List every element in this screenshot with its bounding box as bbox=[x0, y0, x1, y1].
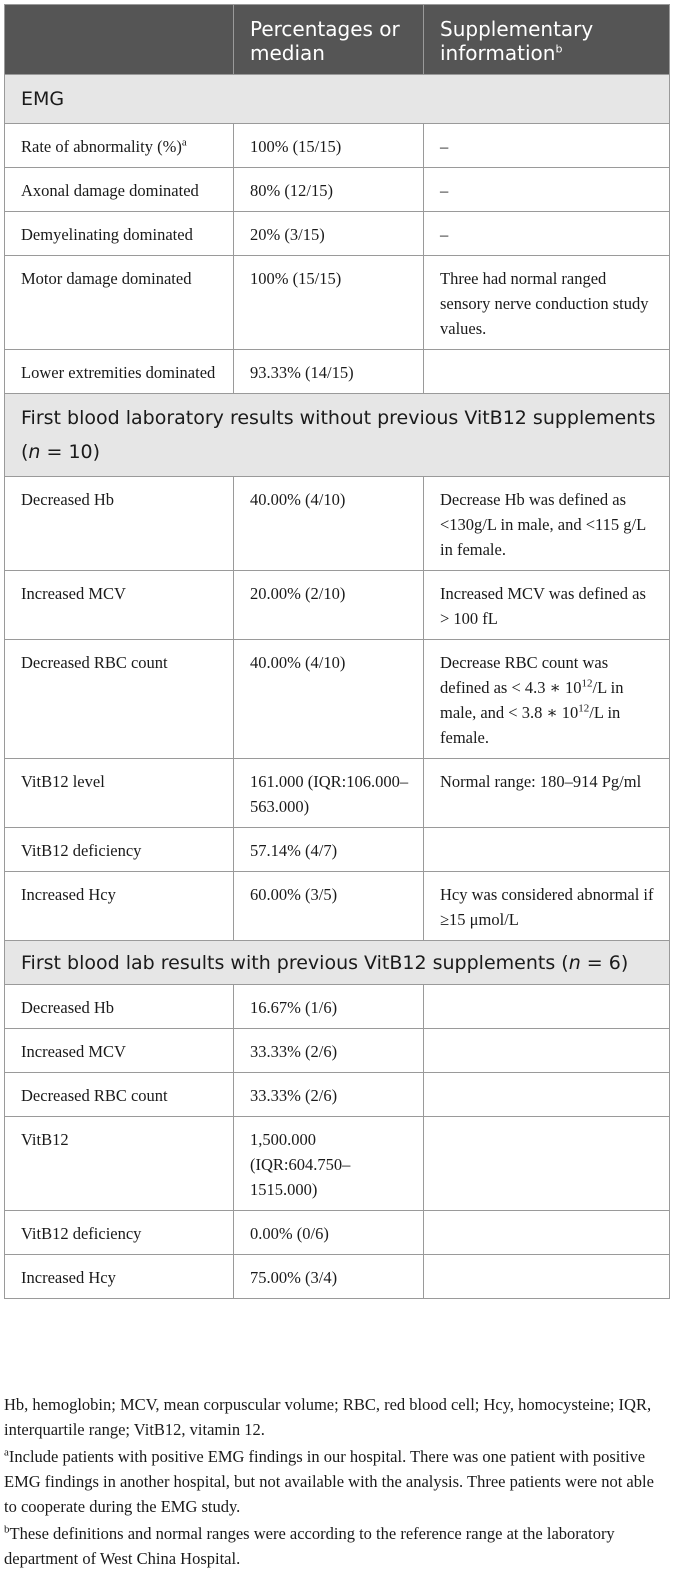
table-footnotes bbox=[4, 1392, 670, 1573]
section-title: EMG bbox=[5, 75, 670, 124]
row-info bbox=[424, 1211, 670, 1255]
section-row-with-supplements bbox=[5, 941, 670, 985]
row-info bbox=[424, 1255, 670, 1299]
header-percentages: Percentages or median bbox=[234, 5, 424, 75]
table-row bbox=[5, 872, 670, 941]
row-label: VitB12 deficiency bbox=[5, 1211, 234, 1255]
row-label: Decreased Hb bbox=[5, 985, 234, 1029]
row-label: Increased Hcy bbox=[5, 1255, 234, 1299]
row-value: 40.00% (4/10) bbox=[234, 640, 424, 759]
row-label: Lower extremities dominated bbox=[5, 350, 234, 394]
row-label: VitB12 bbox=[5, 1117, 234, 1211]
section-row-without-supplements bbox=[5, 394, 670, 477]
header-blank-cell bbox=[5, 5, 234, 75]
table-row bbox=[5, 640, 670, 759]
row-value: 100% (15/15) bbox=[234, 256, 424, 350]
table-row bbox=[5, 1029, 670, 1073]
row-info: – bbox=[424, 124, 670, 168]
row-label: Decreased RBC count bbox=[5, 640, 234, 759]
row-info: Decrease RBC count was defined as < 4.3 ∗ $10^{12}/L$ in male, and < 3.8 ∗ $10^{12}/L$ in female. bbox=[424, 640, 670, 759]
row-info bbox=[424, 985, 670, 1029]
section-title: First blood lab results with previous VitB12 supplements (n = 6) bbox=[5, 941, 670, 985]
row-value: 60.00% (3/5) bbox=[234, 872, 424, 941]
row-value: 80% (12/15) bbox=[234, 168, 424, 212]
section-row-emg bbox=[5, 75, 670, 124]
row-info: Normal range: 180–914 Pg/ml bbox=[424, 759, 670, 828]
table-row bbox=[5, 256, 670, 350]
table-row bbox=[5, 350, 670, 394]
row-info: Three had normal ranged sensory nerve conduction study values. bbox=[424, 256, 670, 350]
row-info: Increased MCV was defined as > 100 fL bbox=[424, 571, 670, 640]
table-row bbox=[5, 477, 670, 571]
row-value: 20.00% (2/10) bbox=[234, 571, 424, 640]
row-label: VitB12 deficiency bbox=[5, 828, 234, 872]
row-value: 0.00% (0/6) bbox=[234, 1211, 424, 1255]
row-label: Demyelinating dominated bbox=[5, 212, 234, 256]
table-header-row bbox=[5, 5, 670, 75]
row-info: Hcy was considered abnormal if ≥15 μmol/L bbox=[424, 872, 670, 941]
table-row bbox=[5, 1211, 670, 1255]
row-info bbox=[424, 1117, 670, 1211]
row-label: Decreased Hb bbox=[5, 477, 234, 571]
row-info bbox=[424, 828, 670, 872]
table-row bbox=[5, 168, 670, 212]
results-table bbox=[4, 4, 670, 1299]
row-label: Increased MCV bbox=[5, 571, 234, 640]
footnote-a: $^a$Include patients with positive EMG findings in our hospital. There was one patient with positive EMG findings in another hospital, but not available with the analysis. Three patients were not able to cooperate during the EMG study. bbox=[4, 1446, 654, 1516]
row-value: 33.33% (2/6) bbox=[234, 1073, 424, 1117]
header-supplementary: Supplementary information$^b$ bbox=[424, 5, 670, 75]
row-label: Motor damage dominated bbox=[5, 256, 234, 350]
section-title: First blood laboratory results without previous VitB12 supplements (n = 10) bbox=[5, 394, 670, 477]
row-value: 100% (15/15) bbox=[234, 124, 424, 168]
row-info bbox=[424, 1073, 670, 1117]
row-label: VitB12 level bbox=[5, 759, 234, 828]
row-value: 75.00% (3/4) bbox=[234, 1255, 424, 1299]
row-value: 161.000 (IQR:106.000–563.000) bbox=[234, 759, 424, 828]
table-row bbox=[5, 1073, 670, 1117]
row-value: 16.67% (1/6) bbox=[234, 985, 424, 1029]
row-info bbox=[424, 350, 670, 394]
row-label: Increased Hcy bbox=[5, 872, 234, 941]
row-info: – bbox=[424, 212, 670, 256]
footnote-abbreviations: Hb, hemoglobin; MCV, mean corpuscular volume; RBC, red blood cell; Hcy, homocysteine; IQR, interquartile range; VitB12, vitamin 12. bbox=[4, 1395, 652, 1439]
row-label: Decreased RBC count bbox=[5, 1073, 234, 1117]
row-value: 40.00% (4/10) bbox=[234, 477, 424, 571]
row-info: – bbox=[424, 168, 670, 212]
table-row bbox=[5, 571, 670, 640]
row-info bbox=[424, 1029, 670, 1073]
table-row bbox=[5, 759, 670, 828]
table-row bbox=[5, 985, 670, 1029]
table-row bbox=[5, 1117, 670, 1211]
row-value: 1,500.000 (IQR:604.750–1515.000) bbox=[234, 1117, 424, 1211]
footnote-b: $^b$These definitions and normal ranges were according to the reference range at the laboratory department of West China Hospital. bbox=[4, 1523, 615, 1568]
row-value: 20% (3/15) bbox=[234, 212, 424, 256]
row-label: Increased MCV bbox=[5, 1029, 234, 1073]
table-row bbox=[5, 212, 670, 256]
table-container bbox=[4, 4, 669, 1299]
row-label: Rate of abnormality (%)$^a$ bbox=[5, 124, 234, 168]
row-label: Axonal damage dominated bbox=[5, 168, 234, 212]
row-value: 57.14% (4/7) bbox=[234, 828, 424, 872]
row-value: 93.33% (14/15) bbox=[234, 350, 424, 394]
row-value: 33.33% (2/6) bbox=[234, 1029, 424, 1073]
table-row bbox=[5, 124, 670, 168]
table-row bbox=[5, 828, 670, 872]
table-row bbox=[5, 1255, 670, 1299]
row-info: Decrease Hb was defined as <130g/L in male, and <115 g/L in female. bbox=[424, 477, 670, 571]
